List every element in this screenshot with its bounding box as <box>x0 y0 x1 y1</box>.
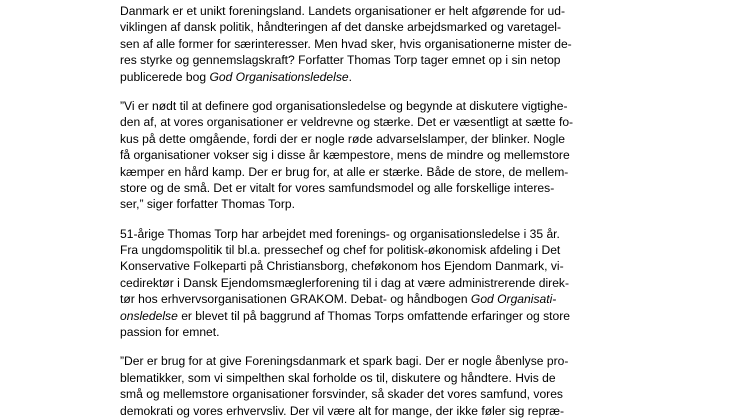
text-line <box>120 370 590 386</box>
text-line <box>120 98 590 114</box>
text-line <box>120 403 590 419</box>
book-title-text: onsledelse <box>120 308 178 323</box>
text-segment: den af, at vores organisationer er veldrevne og stærke. Det er væsentligt at sætte fo- <box>120 115 574 130</box>
text-line <box>120 258 590 274</box>
text-segment: . <box>348 69 352 84</box>
text-segment: blematikker, som vi simpelthen skal forholde os til, diskutere og håndtere. Hvis de <box>120 370 556 385</box>
text-segment: ser,” siger forfatter Thomas Torp. <box>120 197 295 212</box>
text-line <box>120 19 590 35</box>
text-segment: små og mellemstore organisationer forsvinder, så skader det vores samfund, vores <box>120 387 563 402</box>
text-line <box>120 164 590 180</box>
text-line <box>120 242 590 258</box>
text-segment: er blevet til på baggrund af Thomas Torps omfattende erfaringer og store <box>177 308 570 323</box>
article-paragraph <box>120 3 590 85</box>
text-segment: viklingen af dansk politik, håndteringen af det danske arbejdsmarked og varetagel- <box>120 20 562 35</box>
text-segment: ”Der er brug for at give Foreningsdanmark et spark bagi. Der er nogle åbenlyse pro- <box>120 354 569 369</box>
text-segment: Danmark er et unikt foreningsland. Landets organisationer er helt afgørende for ud- <box>120 4 566 18</box>
text-line <box>120 291 590 307</box>
text-segment: Fra ungdomspolitik til bl.a. pressechef og chef for politisk-økonomisk afdeling i Det <box>120 243 561 258</box>
text-line <box>120 3 590 19</box>
book-title-text: God Organisationsledelse <box>209 69 349 84</box>
text-segment: 51-årige Thomas Torp har arbejdet med forenings- og organisationsledelse i 35 år. <box>120 226 560 241</box>
text-segment: tør hos erhvervsorganisationen GRAKOM. Debat- og håndbogen <box>120 292 471 307</box>
text-segment: få organisationer vokser sig i disse år kæmpestore, mens de mindre og mellemstore <box>120 148 570 163</box>
text-line <box>120 308 590 324</box>
text-segment: kus på dette omgående, fordi der er nogle røde advarselslamper, der blinker. Nogle <box>120 131 566 146</box>
text-segment: kæmper en hård kamp. Der er brug for, at alle er stærke. Både de store, de mellem- <box>120 164 569 179</box>
text-line <box>120 226 590 242</box>
text-segment: res styrke og gennemslagskraft? Forfatter Thomas Torp tager emnet op i sin netop <box>120 53 561 68</box>
text-segment: cedirektør i Dansk Ejendomsmæglerforening til i dag at være administrerende direk- <box>120 275 569 290</box>
article-paragraph <box>120 353 590 419</box>
text-line <box>120 196 590 212</box>
article-paragraph <box>120 98 590 213</box>
book-title-text: God Organisati- <box>470 292 557 307</box>
text-line <box>120 69 590 85</box>
text-segment: Konservative Folkeparti på Christiansborg, cheføkonom hos Ejendom Danmark, vi- <box>120 259 564 274</box>
text-line <box>120 36 590 52</box>
text-segment: publicerede bog <box>120 69 210 84</box>
text-line <box>120 131 590 147</box>
text-line <box>120 353 590 369</box>
text-line <box>120 386 590 402</box>
text-line <box>120 114 590 130</box>
article-body <box>120 3 590 419</box>
text-line <box>120 180 590 196</box>
text-line <box>120 52 590 68</box>
text-segment: passion for emnet. <box>120 325 220 340</box>
text-line <box>120 147 590 163</box>
text-segment: demokrati og vores erhvervsliv. Der vil være alt for mange, der ikke føler sig repræ- <box>120 403 565 418</box>
text-segment: store og de små. Det er vitalt for vores samfundsmodel og alle forskellige interes- <box>120 180 555 195</box>
text-segment: ”Vi er nødt til at definere god organisationsledelse og begynde at diskutere vigtighe- <box>120 98 568 113</box>
text-segment: sen af alle former for særinteresser. Men hvad sker, hvis organisationerne mister de- <box>120 36 572 51</box>
text-line <box>120 324 590 340</box>
text-line <box>120 275 590 291</box>
article-paragraph <box>120 226 590 341</box>
